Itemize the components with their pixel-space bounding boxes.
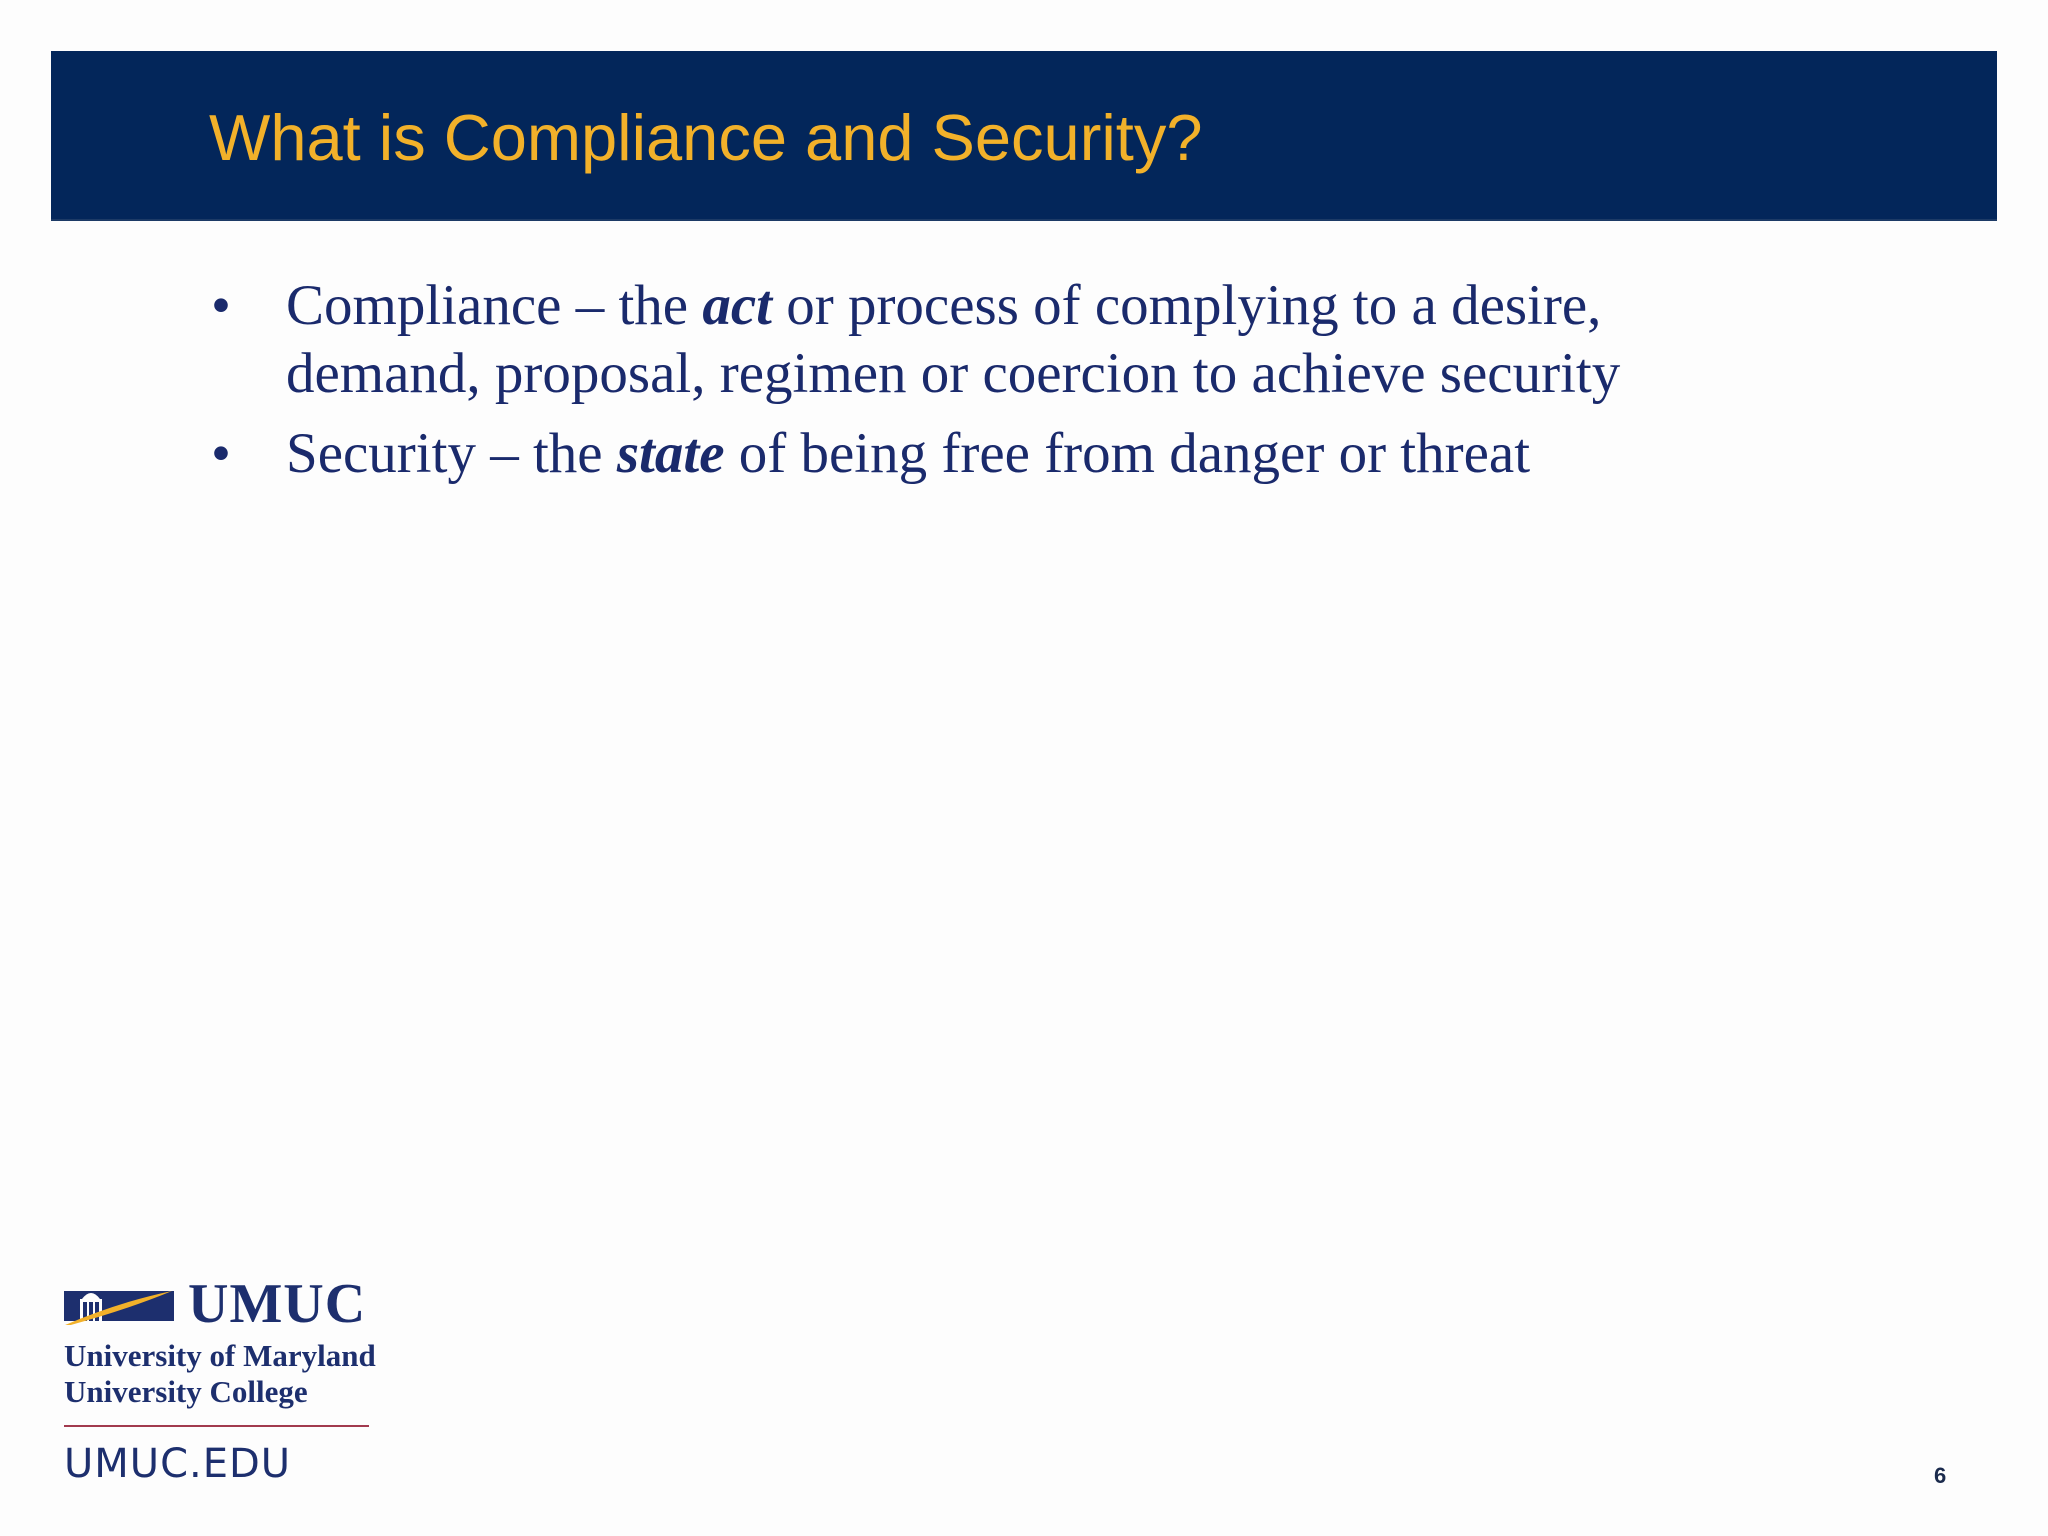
bullet-term: Compliance xyxy=(286,274,562,337)
bullet-dot: • xyxy=(211,422,231,485)
dome-swoosh-icon xyxy=(64,1285,174,1325)
bullet-term: Security xyxy=(286,422,476,485)
bullet-dash: – the xyxy=(475,422,617,485)
site-url: UMUC.EDU xyxy=(64,1441,292,1487)
logo-wordmark: UMUC xyxy=(188,1273,367,1335)
bullet-item-compliance xyxy=(206,272,1806,408)
slide-title: What is Compliance and Security? xyxy=(209,101,1203,174)
bullet-emphasis: state xyxy=(616,422,725,485)
bullet-emphasis: act xyxy=(702,274,772,337)
logo-college-name: University College xyxy=(64,1374,308,1409)
bullet-dash: – the xyxy=(561,274,703,337)
bullet-definition: or process of complying to a desire, demand, proposal, regimen or coercion to achieve security xyxy=(286,274,1621,405)
bullet-item-security xyxy=(206,420,1806,488)
bullet-dot: • xyxy=(211,274,231,337)
bullet-list xyxy=(206,272,1806,500)
bullet-definition: of being free from danger or threat xyxy=(724,422,1531,485)
page-number: 6 xyxy=(1934,1463,1947,1488)
logo-university-name: University of Maryland xyxy=(64,1338,376,1373)
logo-divider xyxy=(64,1425,369,1427)
title-bar xyxy=(51,51,1997,221)
